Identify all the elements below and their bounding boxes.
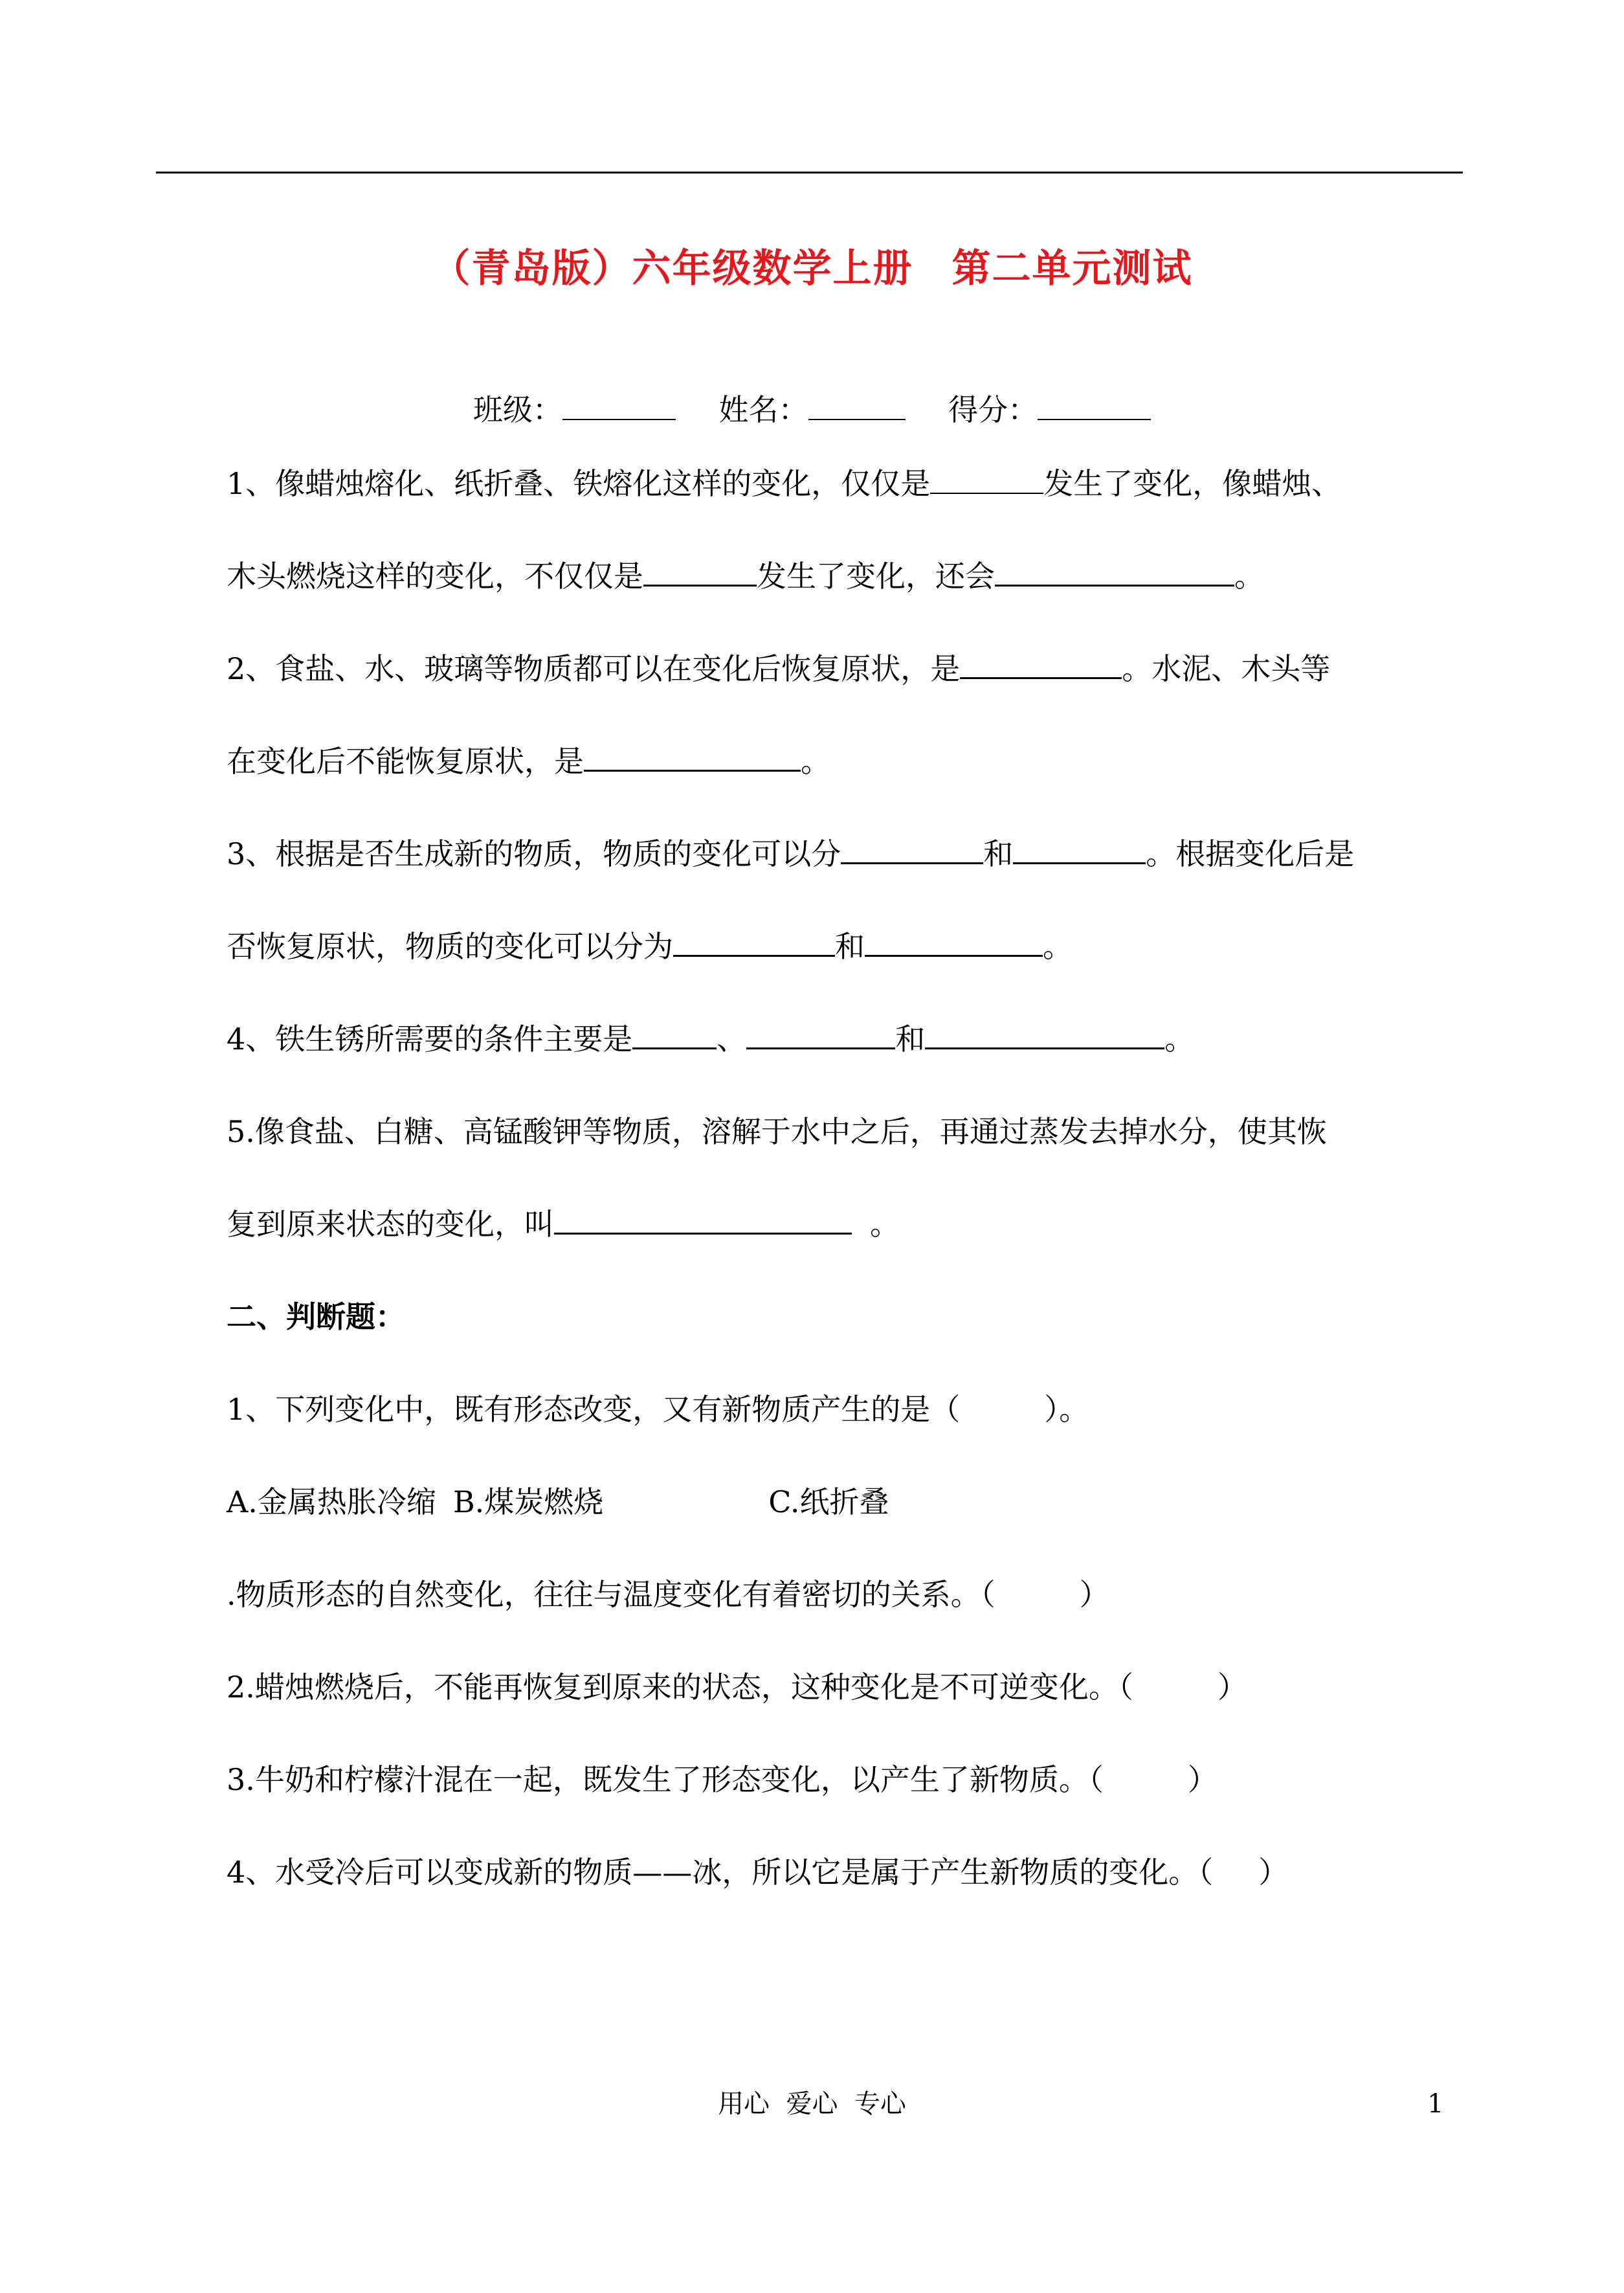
score-label: 得分： xyxy=(948,392,1038,427)
title-part2: 第二单元测试 xyxy=(951,246,1193,291)
header-rule xyxy=(156,172,1463,173)
name-field xyxy=(719,387,906,432)
fill-q5-line1 xyxy=(227,1109,1327,1154)
title-part1: （青岛版）六年级数学上册 xyxy=(431,246,913,291)
judge-s1 xyxy=(227,1572,1109,1617)
fill-q4-blank2 xyxy=(746,1016,895,1049)
fill-q3-blank2 xyxy=(1013,831,1146,864)
fill-q3-blank3 xyxy=(673,924,835,957)
fill-q3-text-d: 否恢复原状，物质的变化可以分为 xyxy=(227,929,673,964)
option-a: A.金属热胀冷缩 xyxy=(227,1484,436,1519)
judge-q1-text: 1、下列变化中，既有形态改变，又有新物质产生的是（ xyxy=(227,1392,961,1427)
class-blank xyxy=(562,388,676,420)
fill-q3-line1 xyxy=(227,831,1354,877)
judge-s3-text: 3.牛奶和柠檬汁混在一起，既发生了形态变化，以产生了新物质。（ xyxy=(227,1762,1104,1797)
judge-s4-text: 4、水受冷后可以变成新的物质——冰，所以它是属于产生新物质的变化。（ xyxy=(227,1855,1214,1890)
judge-heading xyxy=(227,1294,405,1339)
fill-q4-line xyxy=(227,1016,1194,1062)
judge-heading-text: 二、判断题： xyxy=(227,1299,405,1334)
fill-q4-text-b: 、 xyxy=(717,1022,747,1057)
judge-s3-close: ） xyxy=(1187,1762,1218,1797)
fill-q5-text-a: 5.像食盐、白糖、高锰酸钾等物质，溶解于水中之后，再通过蒸发去掉水分，使其恢 xyxy=(227,1114,1327,1149)
judge-q1 xyxy=(227,1387,1089,1432)
fill-q3-line2 xyxy=(227,924,1073,969)
fill-q1-line2 xyxy=(227,554,1264,599)
class-field xyxy=(473,387,676,432)
fill-q4-text-d: 。 xyxy=(1164,1022,1195,1057)
page-number: 1 xyxy=(1427,2089,1444,2119)
student-info-line xyxy=(0,387,1624,432)
fill-q1-blank1 xyxy=(930,462,1043,494)
score-field xyxy=(948,387,1151,432)
fill-q2-text-c: 在变化后不能恢复原状，是 xyxy=(227,744,584,779)
fill-q3-text-a: 3、根据是否生成新的物质，物质的变化可以分 xyxy=(227,836,841,871)
fill-q4-blank3 xyxy=(925,1016,1164,1049)
fill-q2-text-d: 。 xyxy=(801,744,830,779)
judge-s2-close: ） xyxy=(1217,1670,1247,1705)
judge-q1-end: ）。 xyxy=(1044,1392,1089,1427)
footer-text: 用心 爱心 专心 xyxy=(718,2089,906,2119)
judge-s3 xyxy=(227,1757,1218,1802)
fill-q5-text-b: 复到原来状态的变化，叫 xyxy=(227,1207,554,1242)
name-label: 姓名： xyxy=(718,392,808,427)
option-c: C.纸折叠 xyxy=(768,1484,889,1519)
fill-q5-line2 xyxy=(227,1202,900,1247)
judge-s1-close: ） xyxy=(1079,1577,1109,1612)
fill-q2-text-a: 2、食盐、水、玻璃等物质都可以在变化后恢复原状，是 xyxy=(227,651,961,686)
judge-s1-text: .物质形态的自然变化，往往与温度变化有着密切的关系。（ xyxy=(227,1577,996,1612)
fill-q5-text-c: 。 xyxy=(870,1207,900,1242)
fill-q4-text-a: 4、铁生锈所需要的条件主要是 xyxy=(227,1022,633,1057)
fill-q1-text-d: 发生了变化，还会 xyxy=(757,559,995,594)
fill-q5-blank xyxy=(554,1202,852,1235)
fill-q2-blank1 xyxy=(960,646,1122,679)
fill-q4-blank1 xyxy=(632,1016,717,1049)
fill-q4-text-c: 和 xyxy=(895,1022,926,1057)
fill-q1-text-e: 。 xyxy=(1234,559,1264,594)
fill-q3-text-f: 。 xyxy=(1043,929,1073,964)
fill-q2-line1 xyxy=(227,646,1330,691)
fill-q3-blank1 xyxy=(841,831,983,864)
judge-s2 xyxy=(227,1664,1247,1710)
fill-q3-blank4 xyxy=(865,924,1043,957)
name-blank xyxy=(808,388,906,420)
fill-q3-text-e: 和 xyxy=(835,929,865,964)
fill-q1-blank2 xyxy=(643,554,757,587)
judge-q1-options xyxy=(227,1479,889,1525)
fill-q1-line1 xyxy=(227,461,1341,506)
fill-q2-blank2 xyxy=(584,739,801,772)
judge-s2-text: 2.蜡烛燃烧后，不能再恢复到原来的状态，这种变化是不可逆变化。（ xyxy=(227,1670,1133,1705)
judge-s4-close: ） xyxy=(1258,1855,1289,1890)
fill-q3-text-c: 。根据变化后是 xyxy=(1146,836,1355,871)
fill-q1-text-a: 1、像蜡烛熔化、纸折叠、铁熔化这样的变化，仅仅是 xyxy=(227,466,931,501)
fill-q1-text-c: 木头燃烧这样的变化，不仅仅是 xyxy=(227,559,643,594)
judge-s4 xyxy=(227,1850,1288,1895)
fill-q1-text-b: 发生了变化，像蜡烛、 xyxy=(1043,466,1342,501)
fill-q1-blank3 xyxy=(995,554,1234,587)
page-title xyxy=(0,240,1624,298)
score-blank xyxy=(1038,388,1151,420)
option-b: B.煤炭燃烧 xyxy=(452,1484,604,1519)
fill-q3-text-b: 和 xyxy=(983,836,1014,871)
fill-q2-line2 xyxy=(227,739,830,784)
class-label: 班级： xyxy=(473,392,562,427)
fill-q2-text-b: 。水泥、木头等 xyxy=(1122,651,1331,686)
